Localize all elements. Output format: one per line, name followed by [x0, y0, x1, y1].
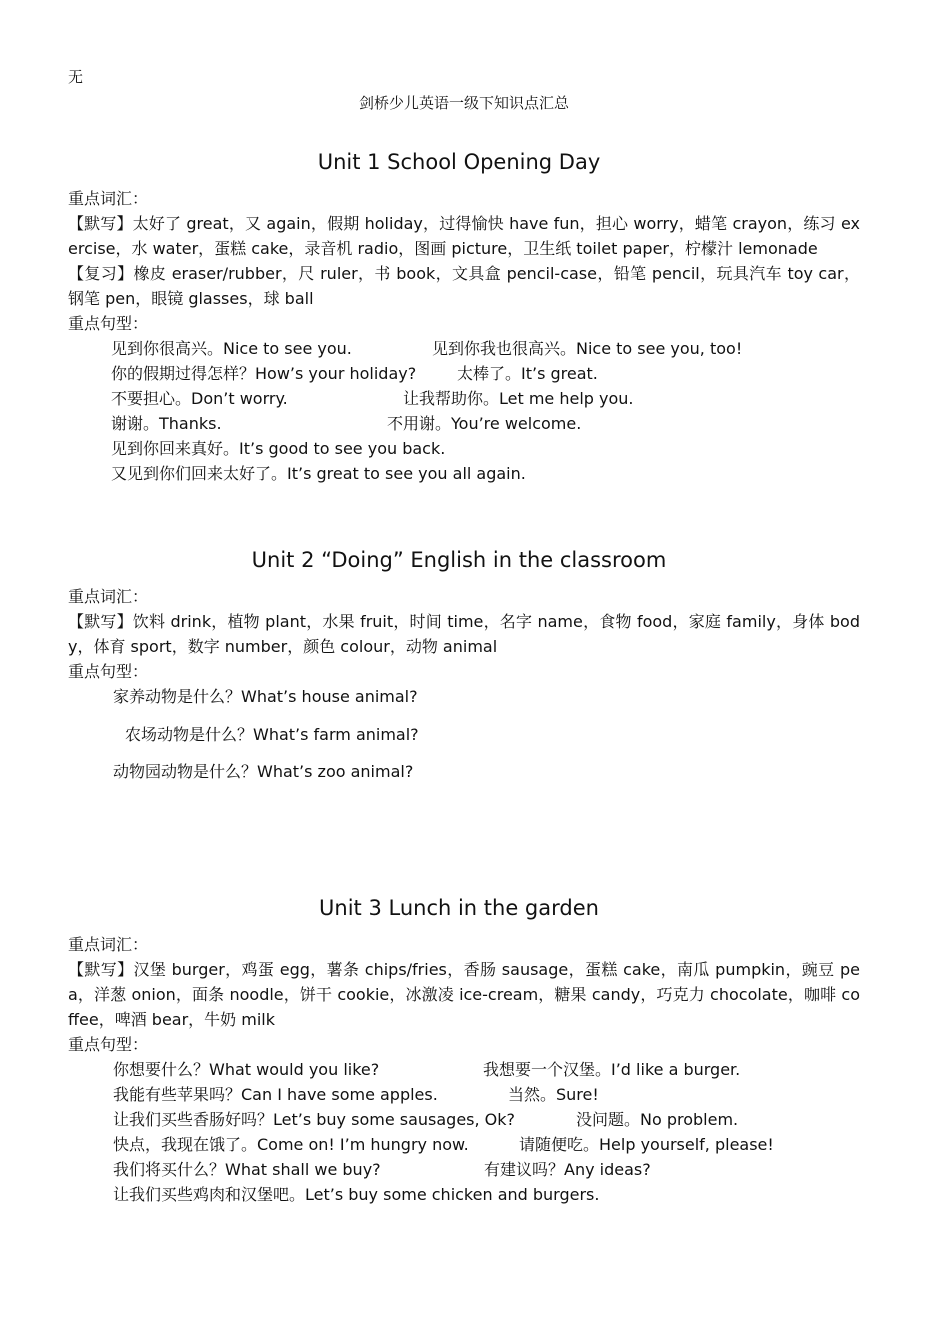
sentence: 不用谢。You’re welcome.	[387, 414, 582, 433]
unit-3-vocab-label: 重点词汇：	[68, 935, 149, 954]
sentence: 请随便吃。Help yourself, please!	[519, 1135, 774, 1154]
unit-1-sentence-row	[68, 386, 860, 411]
sentence: 不要担心。Don’t worry.	[111, 389, 288, 408]
unit-1-sentence-row	[68, 436, 860, 461]
corner-mark: 无	[68, 68, 84, 86]
unit-3-title: Unit 3 Lunch in the garden	[319, 896, 599, 920]
unit-1-sentence-row	[68, 411, 860, 436]
sentence: 你想要什么？What would you like?	[113, 1060, 380, 1079]
unit-2-sentence-row	[68, 684, 860, 722]
unit-3-sentence-row	[68, 1082, 860, 1107]
unit-2-sentence-label: 重点句型：	[68, 662, 149, 681]
sentence: 家养动物是什么？What’s house animal?	[113, 687, 418, 706]
sentence: 见到你回来真好。It’s good to see you back.	[111, 439, 446, 458]
sentence: 我能有些苹果吗？Can I have some apples.	[113, 1085, 438, 1104]
unit-3-sentence-row	[68, 1132, 860, 1157]
sentence: 我们将买什么？What shall we buy?	[113, 1160, 381, 1179]
unit-2-sentence-row	[68, 759, 860, 784]
sentence: 当然。Sure!	[508, 1085, 599, 1104]
unit-2-section	[68, 548, 860, 784]
sentence: 见到你很高兴。Nice to see you.	[111, 339, 352, 358]
unit-1-vocab-write: 【默写】太好了 great，又 again，假期 holiday，过得愉快 have fun，担心 worry，蜡笔 crayon，练习 exercise，水 water，蛋糕 cake，录音机 radio，图画 picture，卫生纸 toilet paper，柠檬汁 lemonade	[68, 214, 860, 258]
unit-1-sentence-row	[68, 336, 860, 361]
unit-2-sentence-row	[68, 722, 860, 759]
unit-3-vocab-write: 【默写】汉堡 burger，鸡蛋 egg，薯条 chips/fries，香肠 sausage，蛋糕 cake，南瓜 pumpkin，豌豆 pea，洋葱 onion，面条 noodle，饼干 cookie，冰激凌 ice-cream，糖果 candy，巧克力 chocolate，咖啡 coffee，啤酒 bear，牛奶 milk	[68, 960, 860, 1029]
sentence: 没问题。No problem.	[576, 1110, 739, 1129]
unit-3-sentence-label: 重点句型：	[68, 1035, 149, 1054]
unit-1-sentence-row	[68, 461, 860, 486]
unit-1-vocab-review: 【复习】橡皮 eraser/rubber，尺 ruler，书 book，文具盒 pencil-case，铅笔 pencil，玩具汽车 toy car，钢笔 pen，眼镜 glasses，球 ball	[68, 264, 860, 308]
unit-3-section	[68, 896, 860, 1207]
sentence: 谢谢。Thanks.	[111, 414, 222, 433]
unit-1-section	[68, 150, 860, 486]
unit-2-vocab-write: 【默写】饮料 drink，植物 plant，水果 fruit，时间 time，名字 name，食物 food，家庭 family，身体 body，体育 sport，数字 number，颜色 colour，动物 animal	[68, 612, 860, 656]
sentence: 你的假期过得怎样？How’s your holiday?	[111, 364, 417, 383]
document-title: 剑桥少儿英语一级下知识点汇总	[358, 94, 569, 112]
unit-2-vocab-label: 重点词汇：	[68, 587, 149, 606]
sentence: 有建议吗？Any ideas?	[484, 1160, 651, 1179]
unit-3-sentence-row	[68, 1057, 860, 1082]
sentence: 见到你我也很高兴。Nice to see you, too!	[432, 339, 743, 358]
unit-1-title: Unit 1 School Opening Day	[317, 150, 601, 174]
sentence: 让我们买些鸡肉和汉堡吧。Let’s buy some chicken and burgers.	[113, 1185, 600, 1204]
unit-1-vocab-label: 重点词汇：	[68, 189, 149, 208]
sentence: 又见到你们回来太好了。It’s great to see you all again.	[111, 464, 526, 483]
sentence: 我想要一个汉堡。I’d like a burger.	[483, 1060, 741, 1079]
sentence: 动物园动物是什么？What’s zoo animal?	[113, 762, 414, 781]
unit-3-sentence-row	[68, 1157, 860, 1182]
sentence: 太棒了。It’s great.	[457, 364, 598, 383]
unit-3-sentence-row	[68, 1107, 860, 1132]
unit-1-sentence-row	[68, 361, 860, 386]
sentence: 农场动物是什么？What’s farm animal?	[125, 725, 419, 744]
sentence: 让我们买些香肠好吗？Let’s buy some sausages, Ok?	[113, 1110, 516, 1129]
unit-1-sentence-label: 重点句型：	[68, 314, 149, 333]
unit-3-sentence-row	[68, 1182, 860, 1207]
unit-2-title: Unit 2 “Doing” English in the classroom	[251, 548, 667, 572]
sentence: 快点，我现在饿了。Come on! I’m hungry now.	[113, 1135, 469, 1154]
sentence: 让我帮助你。Let me help you.	[403, 389, 634, 408]
